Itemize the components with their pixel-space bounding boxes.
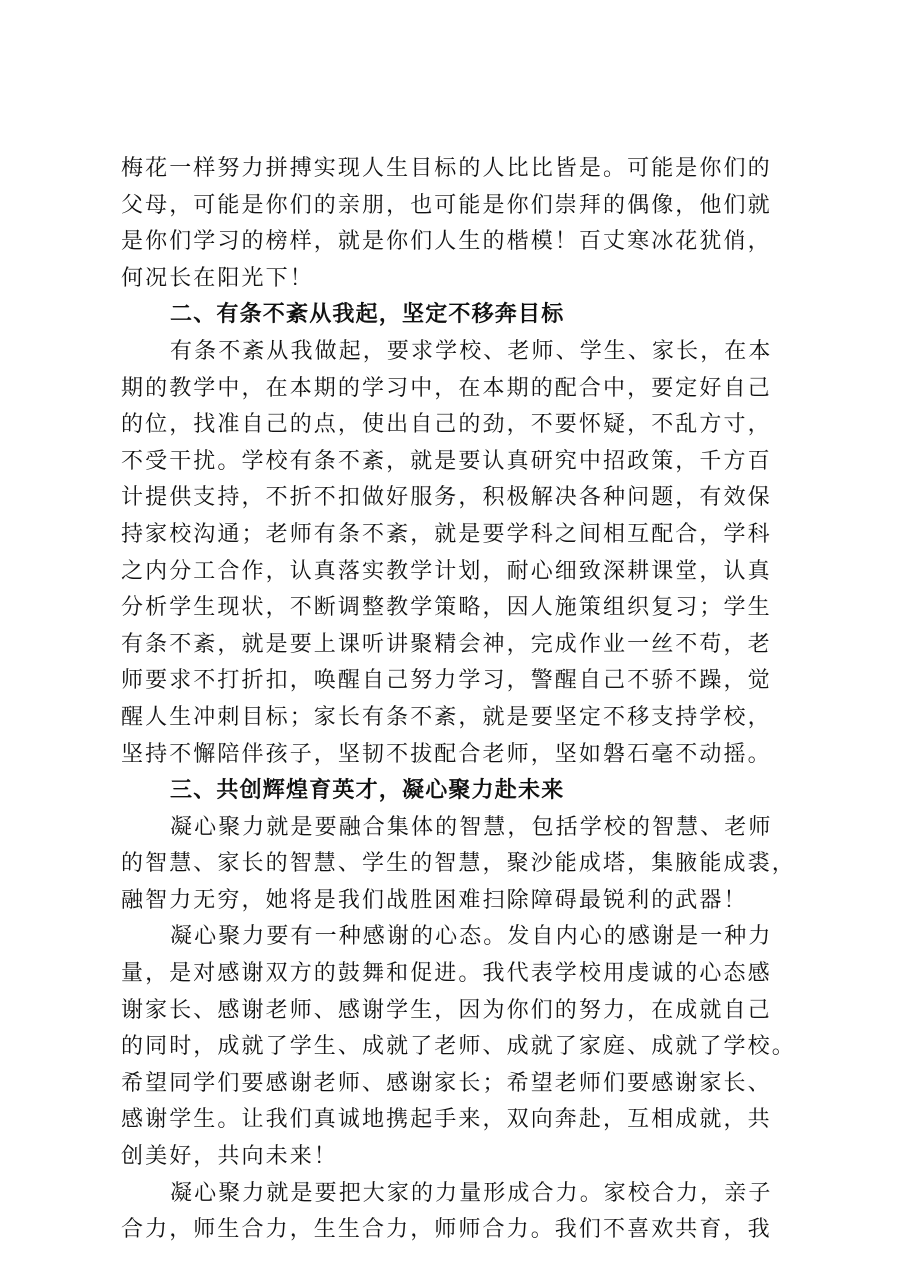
body-text-line: 的智慧、家长的智慧、学生的智慧，聚沙能成塔，集腋能成裘， [121,851,796,877]
paragraph-first-line: 凝心聚力就是要融合集体的智慧，包括学校的智慧、老师 [170,814,773,840]
body-text-line: 是你们学习的榜样，就是你们人生的楷模！百丈寒冰花犹俏， [121,229,772,255]
section-heading-2: 二、有条不紊从我起，坚定不移奔目标 [170,302,565,328]
body-text-line: 的同时，成就了学生、成就了老师、成就了家庭、成就了学校。 [121,1034,796,1060]
body-text-line: 坚持不懈陪伴孩子，坚韧不拔配合老师，坚如磐石毫不动摇。 [121,741,772,767]
body-text-line: 父母，可能是你们的亲朋，也可能是你们崇拜的偶像，他们就 [121,192,772,218]
body-text-line: 师要求不打折扣，唤醒自己努力学习，警醒自己不骄不躁，觉 [121,668,772,694]
body-text-line: 量，是对感谢双方的鼓舞和促进。我代表学校用虔诚的心态感 [121,961,772,987]
body-text-line: 有条不紊，就是要上课听讲聚精会神，完成作业一丝不苟，老 [121,631,772,657]
body-text-line: 计提供支持，不折不扣做好服务，积极解决各种问题，有效保 [121,485,772,511]
body-text-line: 期的教学中，在本期的学习中，在本期的配合中，要定好自己 [121,375,772,401]
paragraph-first-line: 凝心聚力要有一种感谢的心态。发自内心的感谢是一种力 [170,924,773,950]
body-text-line: 的位，找准自己的点，使出自己的劲，不要怀疑，不乱方寸， [121,412,772,438]
body-text-line: 合力，师生合力，生生合力，师师合力。我们不喜欢共育，我 [121,1217,772,1243]
section-heading-3: 三、共创辉煌育英才，凝心聚力赴未来 [170,778,565,804]
body-text-line: 感谢学生。让我们真诚地携起手来，双向奔赴，互相成就，共 [121,1107,772,1133]
paragraph-first-line: 凝心聚力就是要把大家的力量形成合力。家校合力，亲子 [170,1180,773,1206]
body-text-line: 醒人生冲刺目标；家长有条不紊，就是要坚定不移支持学校， [121,704,772,730]
body-text-line: 希望同学们要感谢老师、感谢家长；希望老师们要感谢家长、 [121,1070,772,1096]
body-text-line: 创美好，共向未来！ [121,1144,338,1170]
body-text-line: 融智力无穷，她将是我们战胜困难扫除障碍最锐利的武器！ [121,887,748,913]
body-text-line: 谢家长、感谢老师、感谢学生，因为你们的努力，在成就自己 [121,997,772,1023]
document-page [121,151,801,1249]
body-text-line: 持家校沟通；老师有条不紊，就是要学科之间相互配合，学科 [121,521,772,547]
body-text-line: 不受干扰。学校有条不紊，就是要认真研究中招政策，千方百 [121,448,772,474]
body-text-line: 梅花一样努力拼搏实现人生目标的人比比皆是。可能是你们的 [121,156,772,181]
body-text-line: 何况长在阳光下！ [121,265,314,291]
paragraph-first-line: 有条不紊从我做起，要求学校、老师、学生、家长，在本 [170,338,773,364]
body-text-line: 之内分工合作，认真落实教学计划，耐心细致深耕课堂，认真 [121,558,772,584]
body-text-line: 分析学生现状，不断调整教学策略，因人施策组织复习；学生 [121,595,772,621]
